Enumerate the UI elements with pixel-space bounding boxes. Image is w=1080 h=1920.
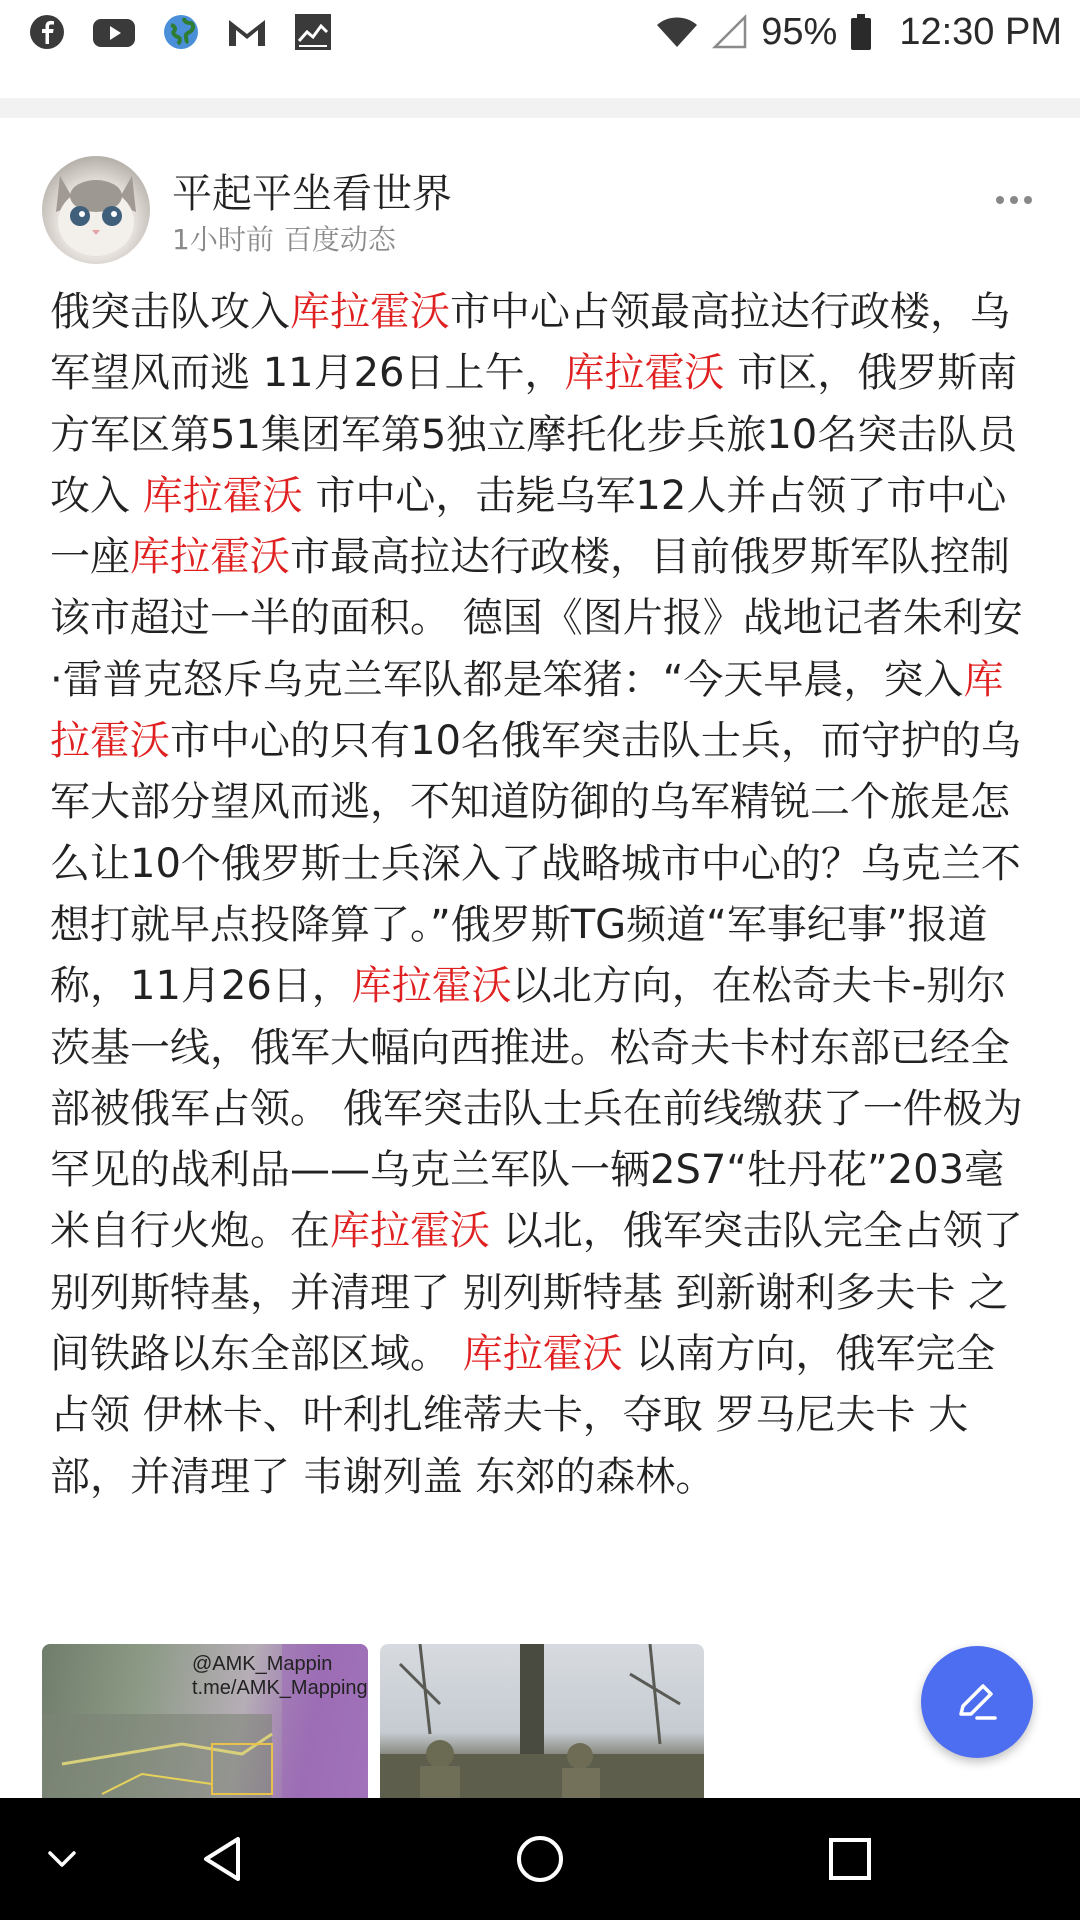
more-dot-icon: [1024, 196, 1032, 204]
post-image-photo[interactable]: [380, 1644, 704, 1804]
post-text-segment: 以南方向，俄军完全占领 伊林卡、叶利扎维蒂夫卡，夺取 罗马尼夫卡 大部，并清理了 韦谢列盖 东郊的森林。: [50, 1331, 996, 1500]
highlight-keyword[interactable]: 库拉霍沃: [351, 963, 512, 1010]
post-text-segment: 市中心的只有10名俄军突击队士兵，而守护的乌军大部分望风而逃，不知道防御的乌军精锐二个旅是怎么让10个俄罗斯士兵深入了战略城市中心的？乌克兰不想打就早点投降算了。”俄罗斯TG频道“军事纪事”报道称，11月26日，: [50, 718, 1021, 1010]
post-text-segment: 市中心，击毙乌军12人并占领了市中心一座: [50, 472, 1007, 581]
highlight-keyword[interactable]: 库拉霍沃: [130, 534, 290, 581]
youtube-icon: [92, 13, 136, 51]
avatar[interactable]: [42, 156, 150, 264]
back-icon[interactable]: [196, 1829, 256, 1889]
collapse-chevron-icon[interactable]: [32, 1829, 92, 1889]
system-status: [655, 11, 1062, 54]
post-text-segment: 以北，俄军突击队完全占领了 别列斯特基，并清理了 别列斯特基 到新谢利多夫卡 之间铁路以东全部区域。: [50, 1208, 1023, 1378]
battery-icon: [849, 13, 873, 51]
section-divider: [0, 98, 1080, 118]
stocks-icon: [294, 13, 332, 51]
system-nav-bar: [0, 1798, 1080, 1920]
highlight-keyword[interactable]: 库拉霍沃: [330, 1208, 490, 1255]
status-bar: [0, 0, 1080, 64]
more-dot-icon: [1010, 196, 1018, 204]
wifi-icon: [655, 13, 699, 51]
more-options-button[interactable]: [996, 196, 1032, 204]
post-meta: [172, 218, 396, 258]
map-credit: [192, 1652, 368, 1700]
gmail-icon: [226, 13, 268, 51]
more-dot-icon: [996, 196, 1004, 204]
facebook-icon: [28, 13, 66, 51]
post-source: 百度动态: [283, 223, 396, 256]
highlight-keyword[interactable]: 库拉霍沃: [462, 1331, 623, 1378]
photo-graphic: [380, 1644, 704, 1804]
highlight-keyword[interactable]: 库拉霍沃: [142, 472, 303, 519]
highlight-keyword[interactable]: 库拉霍沃: [564, 350, 725, 397]
post-text-segment: 以北方向，在松奇夫卡-别尔茨基一线，俄军大幅向西推进。松奇夫卡村东部已经全部被俄军占领。 俄军突击队士兵在前线缴获了一件极为罕见的战利品——乌克兰军队一辆2S7“牡丹花”203毫米自行火炮。在: [50, 963, 1023, 1255]
author-name[interactable]: 平起平坐看世界: [172, 171, 452, 217]
post-text-segment: 市中心占领最高拉达行政楼，乌军望风而逃 11月26日上午，: [50, 289, 1010, 397]
map-credit-line: t.me/AMK_Mapping: [192, 1677, 368, 1699]
highlight-keyword[interactable]: 库拉霍沃: [290, 289, 450, 335]
post-image-map[interactable]: [42, 1644, 368, 1804]
edit-pencil-icon: [953, 1678, 1001, 1726]
post-time: 1小时前: [172, 223, 274, 256]
post-body: [50, 282, 1034, 1508]
post-text-segment: 市区，俄罗斯南方军区第51集团军第5独立摩托化步兵旅10名突击队员攻入: [50, 350, 1018, 519]
compose-button[interactable]: [921, 1646, 1033, 1758]
post-text-segment: 市最高拉达行政楼，目前俄罗斯军队控制该市超过一半的面积。 德国《图片报》战地记者朱利安·雷普克怒斥乌克兰军队都是笨猪：“今天早晨，突入: [50, 534, 1023, 703]
map-credit-line: @AMK_Mappin: [192, 1653, 333, 1675]
signal-icon: [711, 13, 749, 51]
highlight-keyword[interactable]: 库拉霍沃: [50, 656, 1004, 765]
battery-percent: 95%: [761, 10, 838, 53]
recents-icon[interactable]: [820, 1829, 880, 1889]
post-text-segment: 俄突击队攻入: [50, 289, 290, 335]
clock: 12:30 PM: [899, 10, 1062, 53]
notification-icons: [28, 13, 332, 51]
home-icon[interactable]: [510, 1829, 570, 1889]
globe-icon: [162, 13, 200, 51]
